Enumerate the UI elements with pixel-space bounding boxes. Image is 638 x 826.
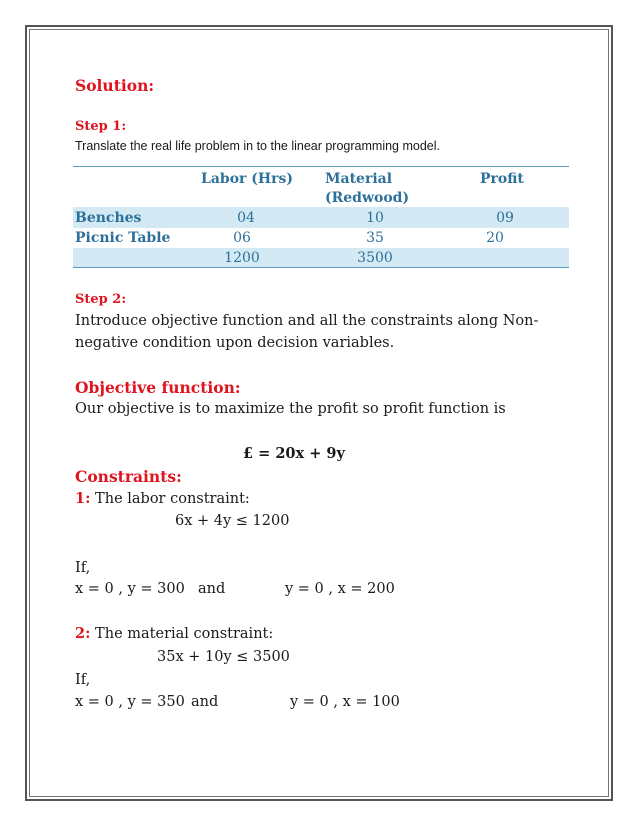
- constraint-2-if: If,: [75, 672, 91, 688]
- table-cell: 09: [496, 210, 514, 226]
- objective-heading: Objective function:: [75, 378, 241, 397]
- constraints-heading: Constraints:: [75, 467, 182, 486]
- col-header-material: Material: [325, 171, 393, 187]
- row-label-picnic-table: Picnic Table: [75, 230, 171, 246]
- table-cell: 3500: [357, 250, 393, 266]
- step1-heading: Step 1:: [75, 119, 127, 134]
- col-header-profit: Profit: [480, 171, 524, 187]
- solution-heading: Solution:: [75, 76, 155, 95]
- table-cell: 10: [366, 210, 384, 226]
- constraint-1-title: The labor constraint:: [90, 491, 250, 507]
- table-top-rule: [73, 166, 569, 167]
- constraint-2-and: and: [191, 694, 219, 710]
- table-bottom-rule: [73, 267, 569, 268]
- objective-text: Our objective is to maximize the profit so profit function is: [75, 401, 506, 417]
- objective-formula: £ = 20x + 9y: [243, 445, 345, 462]
- constraint-2-inequality: 35x + 10y ≤ 3500: [157, 649, 290, 665]
- constraint-2-line: [75, 625, 273, 642]
- constraint-1-point1: x = 0 , y = 300: [75, 581, 185, 597]
- constraint-2-title: The material constraint:: [90, 626, 274, 642]
- constraint-2-point1: x = 0 , y = 350: [75, 694, 185, 710]
- constraint-1-inequality: 6x + 4y ≤ 1200: [175, 513, 290, 529]
- step2-heading: Step 2:: [75, 292, 127, 307]
- constraint-1-point2: y = 0 , x = 200: [285, 581, 395, 597]
- table-cell: 20: [486, 230, 504, 246]
- table-cell: 04: [237, 210, 255, 226]
- constraint-1-number: 1:: [75, 490, 91, 507]
- constraint-1-if: If,: [75, 560, 91, 576]
- step2-line2: negative condition upon decision variables.: [75, 335, 395, 351]
- table-cell: 06: [233, 230, 251, 246]
- constraint-2-point2: y = 0 , x = 100: [290, 694, 400, 710]
- constraint-1-line: [75, 490, 250, 507]
- step2-line1: Introduce objective function and all the constraints along Non-: [75, 313, 539, 329]
- table-cell: 1200: [224, 250, 260, 266]
- step1-text: Translate the real life problem in to the linear programming model.: [75, 139, 440, 153]
- constraint-1-and: and: [198, 581, 226, 597]
- constraint-2-number: 2:: [75, 625, 91, 642]
- table-cell: 35: [366, 230, 384, 246]
- row-label-benches: Benches: [75, 210, 142, 226]
- table-row-band: [73, 248, 569, 267]
- col-header-labor: Labor (Hrs): [201, 171, 294, 187]
- col-header-material-sub: (Redwood): [325, 190, 410, 206]
